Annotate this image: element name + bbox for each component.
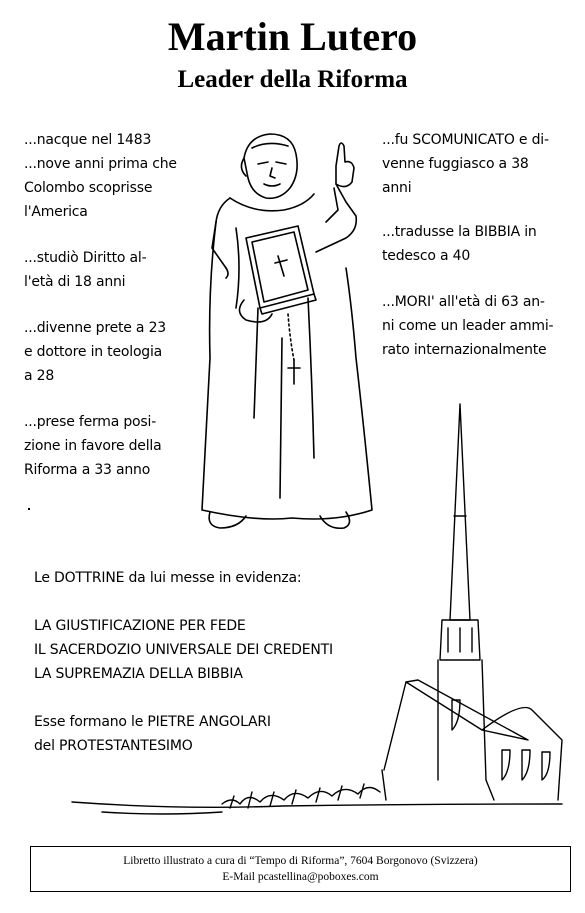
page-title: Martin Lutero xyxy=(167,14,418,59)
doctrines-section xyxy=(34,566,394,758)
doctrines-conclusion-line1: Esse formano le PIETRE ANGOLARI xyxy=(34,714,271,730)
doctrines-conclusion-line2: del PROTESTANTESIMO xyxy=(34,738,193,754)
fact-law-study: ...studiò Diritto al- l'età di 18 anni xyxy=(24,250,147,290)
ink-dot xyxy=(28,508,30,510)
doctrine-item: LA SUPREMAZIA DELLA BIBBIA xyxy=(34,666,243,682)
fact-birth: ...nacque nel 1483 ...nove anni prima che Colombo scoprisse l'America xyxy=(24,132,177,220)
fact-bible-translation: ...tradusse la BIBBIA in tedesco a 40 xyxy=(382,224,537,264)
footer-email: E-Mail pcastellina@poboxes.com xyxy=(222,871,379,883)
doctrines-intro: Le DOTTRINE da lui messe in evidenza: xyxy=(34,570,302,586)
page-subtitle: Leader della Riforma xyxy=(177,66,408,93)
doctrine-item: LA GIUSTIFICAZIONE PER FEDE xyxy=(34,618,246,634)
fact-priest-doctor: ...divenne prete a 23 e dottore in teologia a 28 xyxy=(24,320,166,384)
footer-credits xyxy=(30,846,571,892)
doctrine-item: IL SACERDOZIO UNIVERSALE DEI CREDENTI xyxy=(34,642,333,658)
footer-publisher: Libretto illustrato a cura di “Tempo di Riforma”, 7604 Borgonovo (Svizzera) xyxy=(123,855,478,867)
fact-death: ...MORI' all'età di 63 an- ni come un leader ammi- rato internazionalmente xyxy=(382,294,554,358)
fact-reform-stance: ...prese ferma posi- zione in favore della Riforma a 33 anno xyxy=(24,414,162,478)
fact-excommunicated: ...fu SCOMUNICATO e di- venne fuggiasco a 38 anni xyxy=(382,132,549,196)
